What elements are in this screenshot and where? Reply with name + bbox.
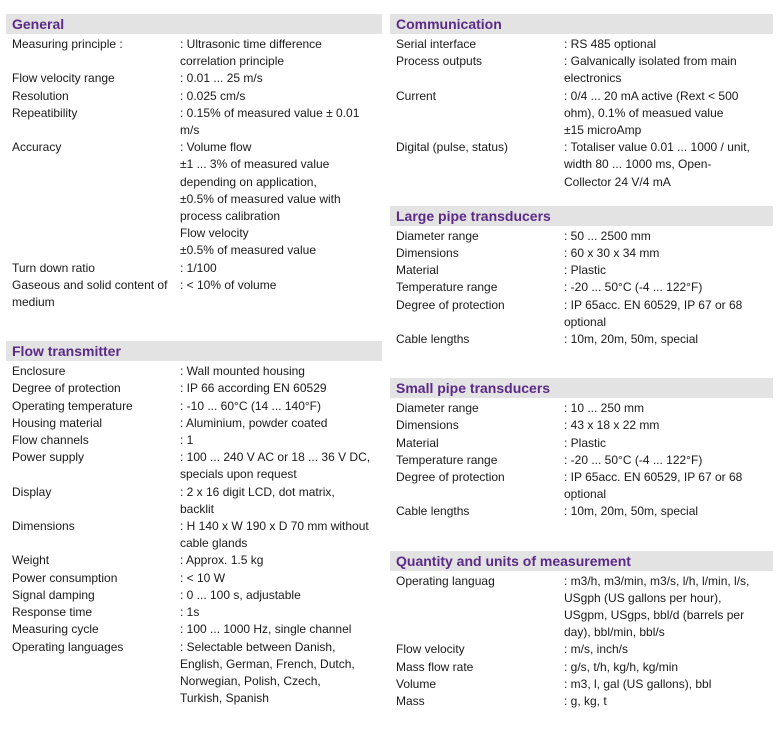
spec-row <box>12 105 382 139</box>
spec-row <box>396 228 773 245</box>
spec-row <box>396 262 773 279</box>
spec-value: : m3/h, m3/min, m3/s, l/h, l/min, l/s, USgph (US gallons per hour), USgpm, USgps, bbl/d (barrels per day), bbl/min, bbl/s <box>564 573 750 640</box>
section-header-general: General <box>6 14 382 34</box>
spec-label: Power consumption <box>12 570 118 585</box>
spec-value: : Volume flow ±1 ... 3% of measured value depending on application, ±0.5% of measured value with process calibration Flow velocity ±0.5% of measured value <box>180 140 341 258</box>
spec-value: : IP 66 according EN 60529 <box>180 381 327 396</box>
spec-value: : 10m, 20m, 50m, special <box>564 332 699 347</box>
spec-row <box>396 88 773 140</box>
spec-value: : -10 ... 60°C (14 ... 140°F) <box>180 398 321 413</box>
spec-value: : Plastic <box>564 263 607 278</box>
spec-label: Enclosure <box>12 364 66 379</box>
spec-value: : 0.15% of measured value ± 0.01 m/s <box>180 105 360 138</box>
spec-label: Measuring cycle <box>12 622 99 637</box>
spec-label: Turn down ratio <box>12 260 95 275</box>
section-flow-transmitter <box>6 341 382 707</box>
spec-row <box>396 245 773 262</box>
spec-value: : Totaliser value 0.01 ... 1000 / unit, width 80 ... 1000 ms, Open- Collector 24 V/4 mA <box>564 140 750 189</box>
section-header-large-pipe: Large pipe transducers <box>390 206 773 226</box>
section-header-flow-transmitter: Flow transmitter <box>6 341 382 361</box>
spec-label: Dimensions <box>396 418 459 433</box>
spec-row <box>12 363 382 380</box>
spec-row <box>396 139 773 191</box>
spec-value: : < 10 W <box>180 570 226 585</box>
spec-row <box>12 277 382 311</box>
spec-row <box>396 503 773 520</box>
spec-label: Cable lengths <box>396 332 470 347</box>
spec-label: Degree of protection <box>396 470 505 485</box>
spec-value: : < 10% of volume <box>180 277 277 292</box>
spec-label: Flow channels <box>12 433 89 448</box>
rows-communication <box>390 36 773 191</box>
spec-label: Degree of protection <box>396 297 505 312</box>
spec-row <box>396 36 773 53</box>
spec-label: Degree of protection <box>12 381 121 396</box>
spacer <box>390 348 773 378</box>
spec-row <box>396 659 773 676</box>
section-communication <box>390 14 773 191</box>
spec-label: Cable lengths <box>396 504 470 519</box>
spacer <box>390 191 773 206</box>
spec-value: : Aluminium, powder coated <box>180 415 328 430</box>
spec-row <box>12 432 382 449</box>
spec-value: : 60 x 30 x 34 mm <box>564 246 660 261</box>
spec-row <box>12 139 382 259</box>
spec-value: : IP 65acc. EN 60529, IP 67 or 68 optional <box>564 297 743 329</box>
spec-label: Dimensions <box>396 246 459 261</box>
spec-row <box>12 639 382 708</box>
spec-row <box>396 435 773 452</box>
spec-label: Mass <box>396 694 425 709</box>
spec-value: : 0.025 cm/s <box>180 88 246 103</box>
spec-value: : IP 65acc. EN 60529, IP 67 or 68 optional <box>564 470 743 502</box>
spec-row <box>396 469 773 503</box>
spec-value: : 0.01 ... 25 m/s <box>180 71 263 86</box>
spacer <box>6 311 382 341</box>
spec-value: : g, kg, t <box>564 694 607 709</box>
spec-value: : 0/4 ... 20 mA active (Rext < 500 ohm), 0.1% of measued value ±15 microAmp <box>564 88 739 138</box>
spec-value: : Approx. 1.5 kg <box>180 553 264 568</box>
left-column <box>6 14 382 707</box>
section-small-pipe <box>390 378 773 520</box>
spec-label: Measuring principle : <box>12 37 123 51</box>
section-header-communication: Communication <box>390 14 773 34</box>
section-header-small-pipe: Small pipe transducers <box>390 378 773 398</box>
spec-value: : 0 ... 100 s, adjustable <box>180 587 301 602</box>
spec-value: : 100 ... 240 V AC or 18 ... 36 V DC, specials upon request <box>180 450 371 482</box>
spec-row <box>396 676 773 693</box>
spec-label: Digital (pulse, status) <box>396 140 509 155</box>
spec-row <box>396 693 773 710</box>
spec-value: : Selectable between Danish, English, German, French, Dutch, Norwegian, Polish, Czech, Turkish, Spanish <box>180 639 355 706</box>
spec-row <box>12 552 382 569</box>
spec-value: : 1s <box>180 605 200 620</box>
spec-value: : -20 ... 50°C (-4 ... 122°F) <box>564 280 703 295</box>
spec-label: Material <box>396 263 439 278</box>
spec-label: Gaseous and solid content of medium <box>12 277 168 310</box>
spec-label: Weight <box>12 553 50 568</box>
spec-value: : Ultrasonic time difference correlation principle <box>180 37 322 69</box>
spec-value: : H 140 x W 190 x D 70 mm without cable glands <box>180 519 369 551</box>
spec-row <box>12 587 382 604</box>
spec-row <box>12 415 382 432</box>
spec-value: : 43 x 18 x 22 mm <box>564 418 660 433</box>
spec-row <box>396 297 773 331</box>
spec-value: : Galvanically isolated from main electronics <box>564 54 737 86</box>
rows-general <box>6 36 382 311</box>
spec-value: : m/s, inch/s <box>564 642 629 657</box>
spec-row <box>396 279 773 296</box>
spec-row <box>12 604 382 621</box>
spec-label: Volume <box>396 676 437 691</box>
rows-small-pipe <box>390 400 773 520</box>
section-header-quantity: Quantity and units of measurement <box>390 551 773 571</box>
spec-value: : Wall mounted housing <box>180 364 305 379</box>
spec-label: Dimensions <box>12 519 75 534</box>
rows-quantity <box>390 573 773 711</box>
spec-row <box>396 573 773 642</box>
spec-label: Housing material <box>12 415 103 430</box>
rows-large-pipe <box>390 228 773 348</box>
spec-label: Signal damping <box>12 587 95 602</box>
spec-row <box>12 570 382 587</box>
spec-value: : 1 <box>180 433 194 448</box>
spec-row <box>396 452 773 469</box>
spec-row <box>396 53 773 87</box>
spec-value: : g/s, t/h, kg/h, kg/min <box>564 659 679 674</box>
spec-row <box>12 260 382 277</box>
spec-label: Display <box>12 484 52 499</box>
spec-row <box>12 449 382 483</box>
spec-row <box>12 70 382 87</box>
spec-label: Diameter range <box>396 228 479 243</box>
spec-row <box>12 621 382 638</box>
spec-value: : 100 ... 1000 Hz, single channel <box>180 622 352 637</box>
spec-label: Material <box>396 435 439 450</box>
spec-value: : 50 ... 2500 mm <box>564 228 651 243</box>
spec-label: Operating languages <box>12 639 124 654</box>
spec-label: Flow velocity <box>396 642 465 657</box>
section-large-pipe <box>390 206 773 348</box>
spec-row <box>12 398 382 415</box>
spec-label: Process outputs <box>396 54 483 69</box>
spec-label: Temperature range <box>396 280 498 295</box>
spec-label: Response time <box>12 605 93 620</box>
spec-value: : m3, l, gal (US gallons), bbl <box>564 676 712 691</box>
spec-label: Diameter range <box>396 401 479 416</box>
spec-row <box>12 484 382 518</box>
spec-row <box>12 518 382 552</box>
spec-value: : Plastic <box>564 435 607 450</box>
spec-value: : -20 ... 50°C (-4 ... 122°F) <box>564 452 703 467</box>
spec-row <box>396 417 773 434</box>
spec-label: Resolution <box>12 88 69 103</box>
spec-label: Flow velocity range <box>12 71 115 86</box>
spec-label: Mass flow rate <box>396 659 474 674</box>
section-general <box>6 14 382 311</box>
spec-row <box>12 88 382 105</box>
spec-row <box>396 400 773 417</box>
section-quantity <box>390 551 773 711</box>
spec-label: Current <box>396 88 437 103</box>
spec-label: Repeatibility <box>12 105 78 120</box>
spec-value: : RS 485 optional <box>564 37 657 51</box>
spec-value: : 1/100 <box>180 260 217 275</box>
spec-label: Operating temperature <box>12 398 133 413</box>
spec-label: Accuracy <box>12 140 62 155</box>
spec-row <box>396 641 773 658</box>
spec-value: : 2 x 16 digit LCD, dot matrix, backlit <box>180 484 335 516</box>
spec-value: : 10 ... 250 mm <box>564 401 645 416</box>
rows-flow-transmitter <box>6 363 382 707</box>
spec-row <box>12 36 382 70</box>
spec-value: : 10m, 20m, 50m, special <box>564 504 699 519</box>
right-column <box>390 14 773 710</box>
spec-label: Operating languag <box>396 573 495 588</box>
spec-row <box>396 331 773 348</box>
spec-label: Power supply <box>12 450 85 465</box>
spacer <box>390 521 773 551</box>
spec-row <box>12 380 382 397</box>
spec-label: Serial interface <box>396 37 477 51</box>
spec-label: Temperature range <box>396 452 498 467</box>
